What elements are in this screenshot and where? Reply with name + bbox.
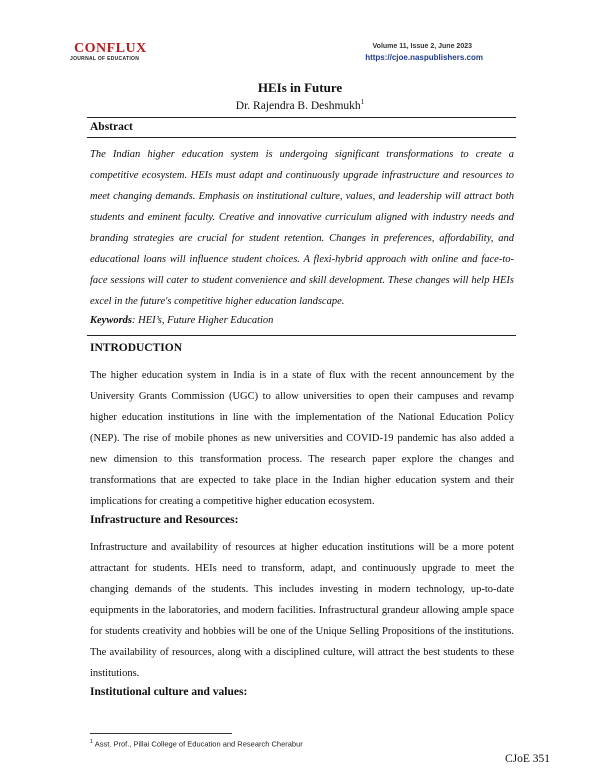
paper-title: HEIs in Future	[257, 80, 343, 95]
introduction-text: The higher education system in India is in a state of flux with the recent announcement by the University Grants Commission (UGC) to allow universities to open their campuses and revamp higher education institutions in line with the implementation of the National Education Policy (NEP). The rise of mobile phones as new universities and COVID-19 pandemic has also added a new dimension to this transformation process. The research paper explore the changes and transformations that are expected to take place in the Indian higher education system and their implications for creating a competitive higher education ecosystem.	[90, 370, 514, 507]
footnote	[90, 739, 303, 749]
keywords-line	[90, 315, 273, 326]
abstract-text: The Indian higher education system is undergoing significant transformations to create a competitive ecosystem. HEIs must adapt and continuously upgrade infrastructure and resources to meet changing demands. Emphasis on institutional culture, values, and leadership will attract both students and eminent faculty. Creative and innovative curriculum aligned with industry needs and branding strategies are crucial for student retention. Changes in preferences, affordability, and educational loans will influence student choices. A flexi-hybrid approach with online and face-to-face sessions will cater to student convenience and skill development. These changes will help HEIs excel in the future's competitive higher education landscape.	[90, 149, 514, 307]
divider-keywords	[87, 335, 516, 336]
author-line	[0, 98, 600, 112]
introduction-heading: INTRODUCTION	[90, 342, 183, 354]
footnote-mark: 1	[90, 739, 94, 745]
divider-abstract	[87, 137, 516, 138]
journal-logo	[70, 42, 180, 63]
journal-url[interactable]: https://cjoe.naspublishers.com	[365, 53, 483, 62]
divider-top	[87, 117, 516, 118]
author-name: Dr. Rajendra B. Deshmukh	[235, 99, 361, 112]
logo-title: CONFLUX	[74, 41, 147, 56]
infrastructure-heading: Infrastructure and Resources:	[90, 514, 239, 526]
issue-info: Volume 11, Issue 2, June 2023	[372, 43, 472, 50]
keywords-label: Keywords	[90, 315, 132, 326]
author-footnote-mark: 1	[360, 98, 365, 106]
abstract-heading: Abstract	[90, 121, 133, 133]
culture-heading: Institutional culture and values:	[90, 686, 248, 698]
footnote-text: Asst. Prof., Pillai College of Education and Research Cherabur	[93, 739, 303, 749]
footnote-divider	[90, 733, 232, 734]
keywords-text: : HEI’s, Future Higher Education	[132, 315, 274, 326]
logo-subtitle: JOURNAL OF EDUCATION	[70, 56, 140, 62]
page-number: CJoE 351	[504, 753, 550, 765]
infrastructure-text: Infrastructure and availability of resources at higher education institutions will be a more potent attractant for students. HEIs need to transform, adapt, and continuously upgrade to meet the changing demands of the students. This includes investing in modern technology, up-to-date equipments in the laboratories, and modern facilities. Infrastructural grandeur allowing ample space for students creativity and hobbies will be one of the Unique Selling Propositions of the institutions. The availability of resources, along with a disciplined culture, will attract the best students to these institutions.	[90, 542, 514, 679]
